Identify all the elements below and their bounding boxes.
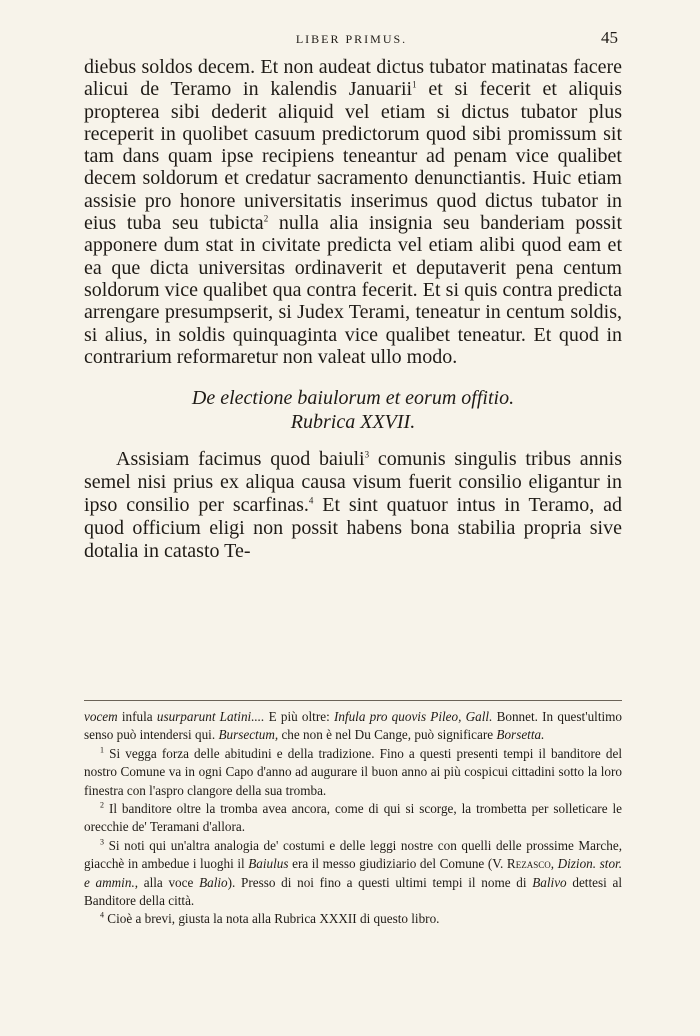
paragraph-1-text-c: nulla alia insignia seu banderiam possit apponere dum stat in civitate predicta vel etiam alibi quod eam et ea que dicta universitas ordinaverit et deputaverit pena centum soldorum vice qualibet qua contra fecerit. Et si quis contra predicta arrengare presumpserit, si Judex Terami, teneatur in centum soldis, si alius, in soldis quinquaginta vice qualibet teneatur. Et quod in contrarium reformaretur non valeat ullo modo. (84, 212, 623, 368)
fn-cont-3: usurparunt Latini.... (156, 709, 265, 724)
paragraph-1-text-b: et si fecerit et aliquis propterea sibi dederit aliquid vel etiam si dictus tubator plus receperit in quolibet casuum predictorum quod sibi promissum sit tam dans quam ipse recipiens teneantur ad penam vice qualibet decem soldorum et credatur sacramento denunctiantis. Huic etiam assisie pro honore universitatis inserimus quod dictus tubator in eius tuba seu tubicta (84, 78, 623, 235)
rubric-number: Rubrica XXVII. (290, 411, 416, 434)
footnote-3-mark: 3 (100, 837, 104, 847)
fn3-b: Baiulus (248, 856, 289, 872)
fn-cont-6: Bonnet. In quest'ultimo senso può intendersi qui. (84, 709, 623, 743)
fn3-g: , alla voce (134, 874, 200, 890)
footnote-ref-1: 1 (412, 79, 417, 90)
paragraph-2-text-b: comunis singulis tribus annis semel nisi prius ex aliqua causa visum fuerit consilio eligantur in ipso consilio per scarfinas. (84, 448, 622, 517)
fn3-f: Dizion. stor. e ammin. (84, 856, 623, 890)
paragraph-1 (84, 56, 622, 368)
fn-cont-5: Infula pro quovis Pileo, Gall. (333, 709, 493, 724)
footnote-2 (84, 800, 622, 837)
fn-cont-7: Bursectum, (218, 727, 279, 743)
running-head (85, 28, 618, 50)
footnote-rule (84, 700, 622, 701)
footnote-continuation (84, 708, 622, 745)
fn3-e: , (550, 856, 558, 872)
fn3-i: ). Presso di noi fino a questi ultimi tempi il nome di (227, 874, 533, 890)
fn-cont-1: vocem (84, 709, 118, 724)
fn-cont-9: Borsetta. (496, 727, 545, 743)
main-text (84, 56, 622, 563)
running-title: LIBER PRIMUS. (295, 32, 408, 46)
rubric-title: De electione baiulorum et eorum offitio. (191, 387, 515, 410)
fn3-h: Balio (199, 874, 228, 890)
page-number: 45 (601, 28, 618, 47)
footnote-4-text: Cioè a brevi, giusta la nota alla Rubrica XXXII di questo libro. (104, 911, 440, 927)
footnotes (84, 708, 622, 929)
fn-cont-2: infula (117, 709, 157, 724)
fn3-a: Si noti qui un'altra analogia de' costumi e delle leggi nostre con quelli delle prossime Marche, giacchè in ambedue i luoghi il (84, 837, 622, 872)
footnote-1-text: Si vegga forza delle abitudini e della tradizione. Fino a questi presenti tempi il banditore del nostro Comune va in ogni Capo d'anno ad augurare il buon anno ai più cospicui cittadini sotto la loro finestra con l'aspro clangore della sua tromba. (84, 745, 622, 798)
paragraph-2 (84, 448, 622, 563)
footnote-ref-4: 4 (308, 495, 314, 506)
footnote-1 (84, 745, 622, 800)
rubric-heading (84, 386, 622, 434)
fn3-d: Rezasco (506, 856, 551, 872)
footnote-ref-2: 2 (263, 213, 269, 224)
footnote-2-mark: 2 (100, 800, 104, 810)
fn-cont-8: che non è nel Du Cange, può significare (278, 727, 497, 743)
footnote-4 (84, 910, 622, 928)
footnote-3 (84, 837, 622, 911)
fn3-c: era il messo giudiziario del Comune (V. (288, 856, 507, 872)
fn-cont-4: E più oltre: (264, 709, 334, 724)
footnote-ref-3: 3 (364, 449, 370, 460)
footnote-1-mark: 1 (100, 745, 104, 755)
footnote-4-mark: 4 (100, 911, 104, 921)
fn3-j: Balivo (532, 874, 567, 890)
footnote-2-text: Il banditore oltre la tromba avea ancora, come di qui si scorge, la trombetta per solleticare le orecchie de' Teramani d'allora. (84, 801, 622, 835)
paragraph-2-text-a: Assisiam facimus quod baiuli (116, 448, 365, 471)
paragraph-1-text-a: diebus soldos decem. Et non audeat dictus tubator matinatas facere alicui de Teramo in kalendis Januarii (84, 56, 622, 101)
fn3-k: dettesi al Banditore della città. (84, 874, 622, 909)
paragraph-2-text-c: Et sint quatuor intus in Teramo, ad quod officium eligi non possit habens bona stabilia propria sive dotalia in catasto Te- (84, 494, 622, 563)
